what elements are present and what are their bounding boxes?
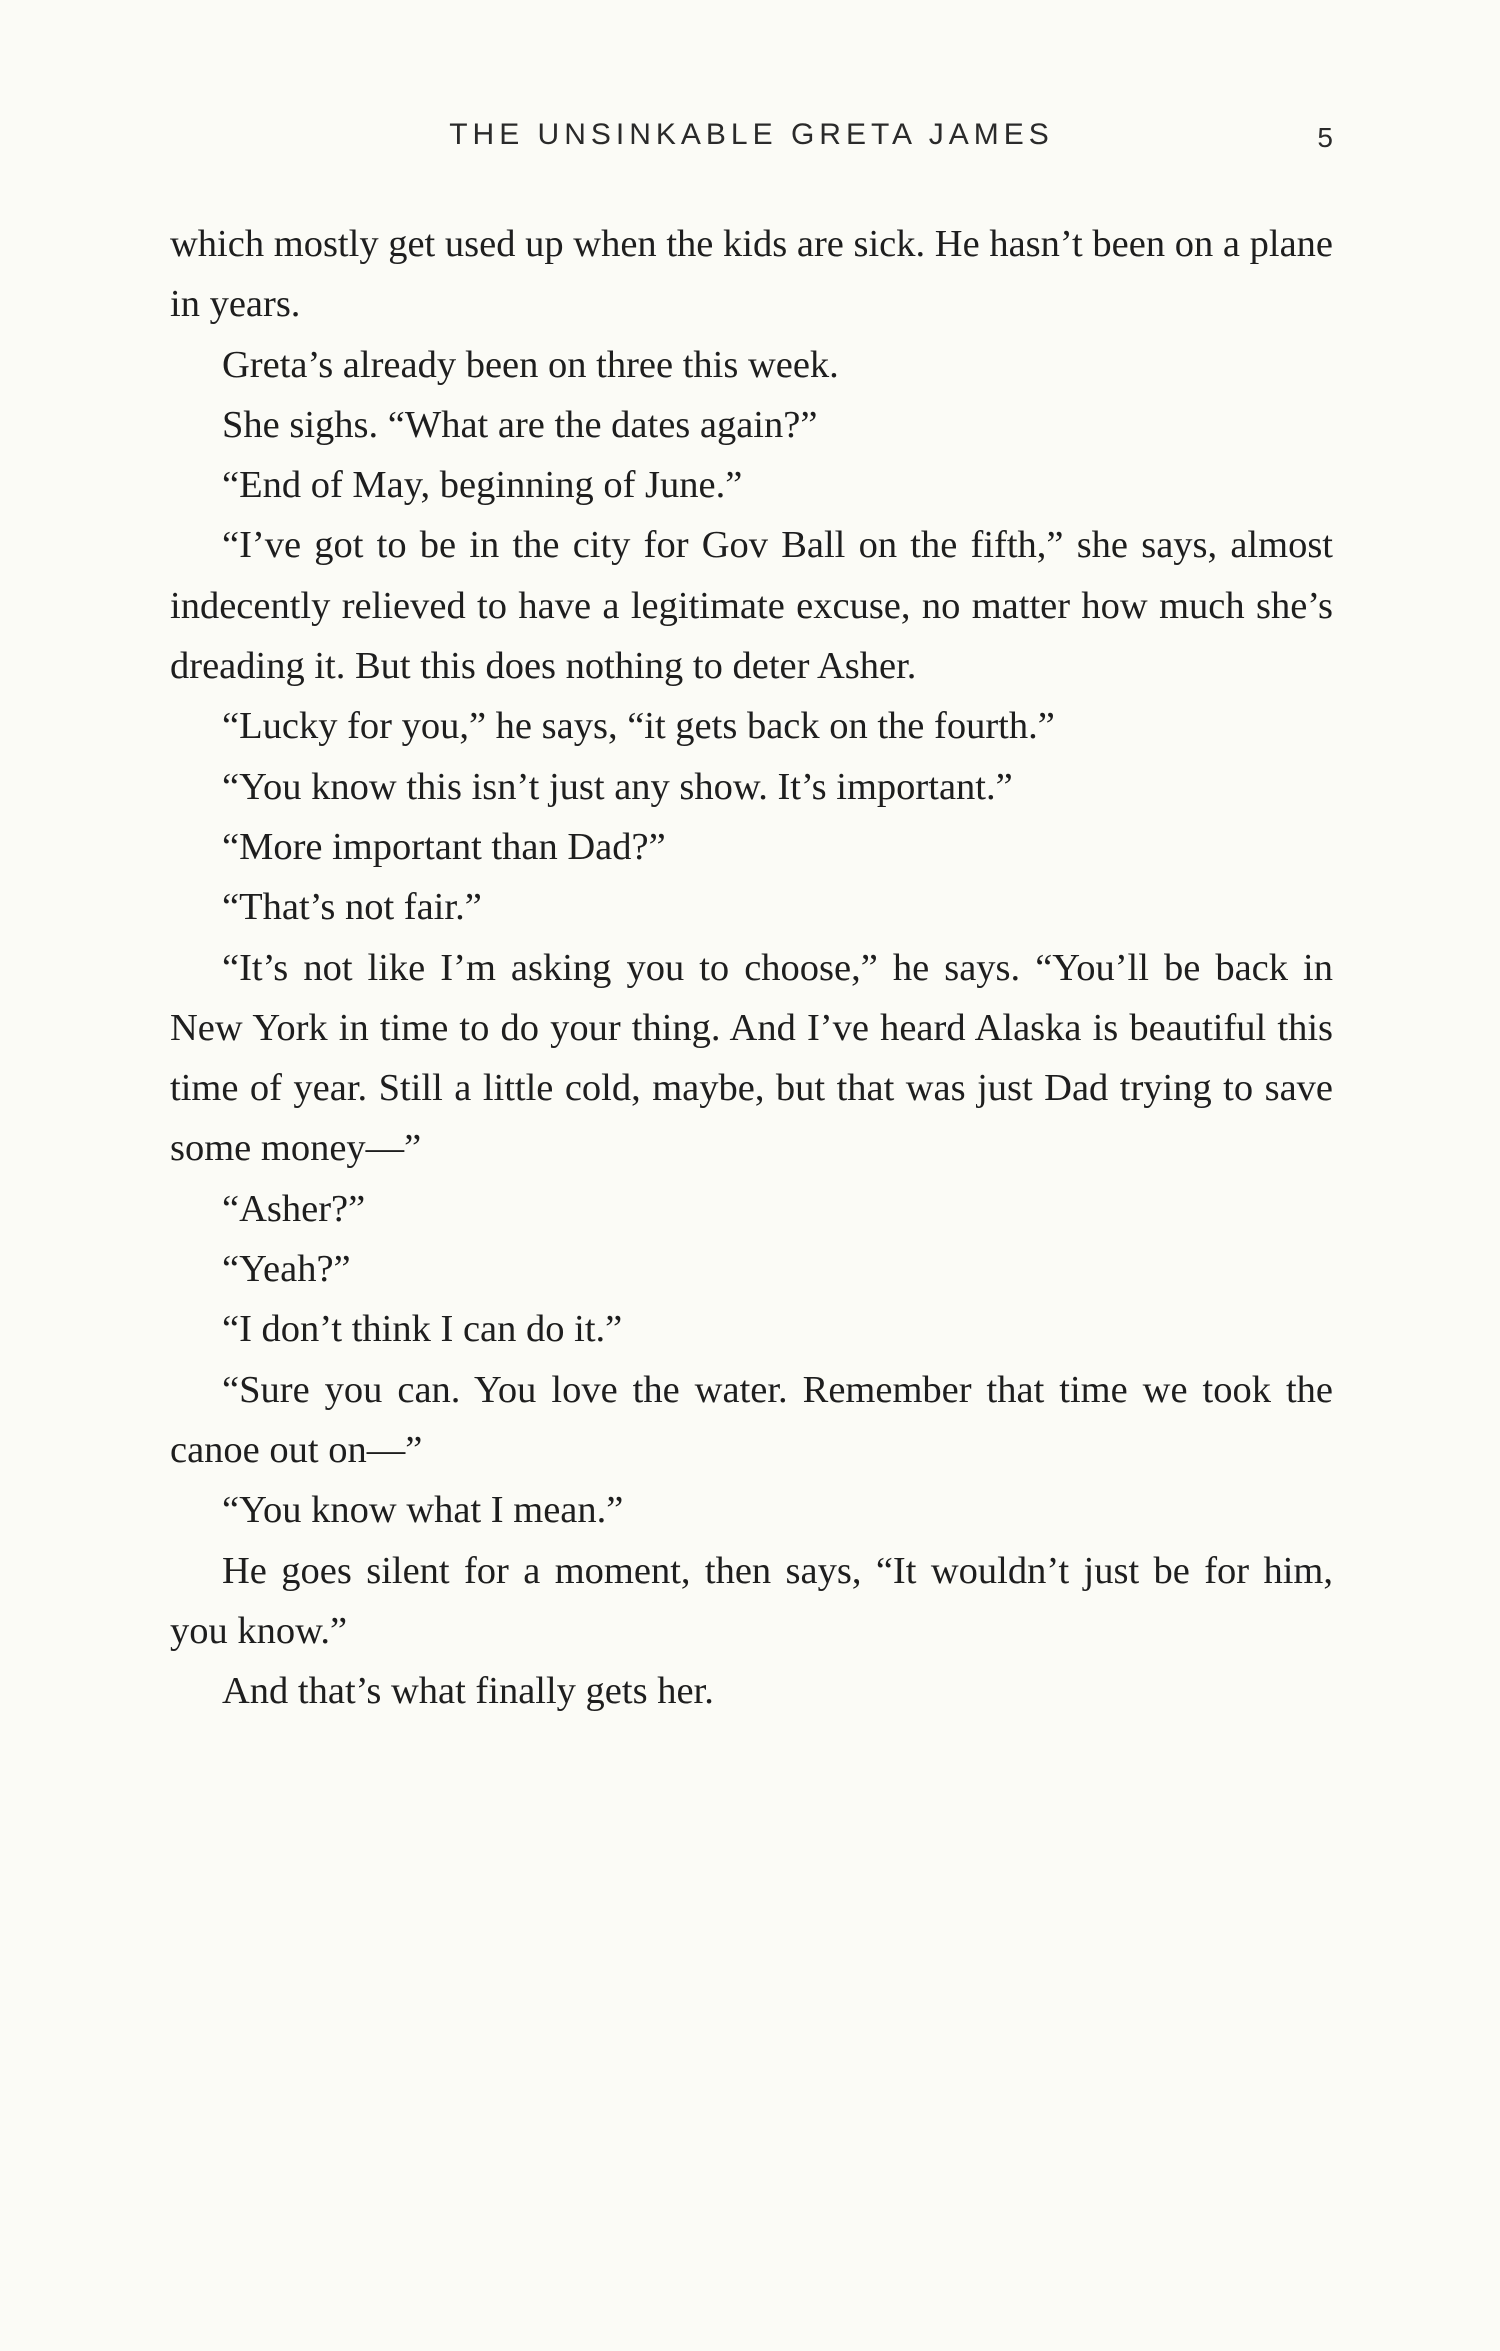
paragraph: “More important than Dad?”	[222, 825, 666, 868]
paragraph: And that’s what finally gets her.	[222, 1670, 714, 1713]
book-title: THE UNSINKABLE GRETA JAMES	[449, 118, 1054, 151]
paragraph: “That’s not fair.”	[222, 886, 482, 929]
paragraph: “You know what I mean.”	[222, 1489, 624, 1532]
paragraph: “End of May, beginning of June.”	[222, 464, 743, 507]
running-head	[170, 118, 1333, 162]
paragraph: which mostly get used up when the kids are sick. He hasn’t been on a plane in years.	[170, 223, 1333, 326]
paragraph: “Yeah?”	[222, 1248, 351, 1291]
paragraph: “You know this isn’t just any show. It’s important.”	[222, 765, 1013, 808]
paragraph: “I’ve got to be in the city for Gov Ball on the fifth,” she says, almost indecently relieved to have a legitimate excuse, no matter how much she’s dreading it. But this does nothing to deter Asher.	[170, 524, 1333, 688]
paragraph: Greta’s already been on three this week.	[222, 343, 839, 386]
paragraph: “Sure you can. You love the water. Remember that time we took the canoe out on—”	[170, 1368, 1333, 1471]
body-text	[170, 214, 1333, 1721]
paragraph: “I don’t think I can do it.”	[222, 1308, 623, 1351]
paragraph: “Asher?”	[222, 1187, 366, 1230]
page-number: 5	[1317, 122, 1333, 153]
paragraph: “It’s not like I’m asking you to choose,” he says. “You’ll be back in New York in time to do your thing. And I’ve heard Alaska is beautiful this time of year. Still a little cold, maybe, but that was just Dad trying to save some money—”	[170, 946, 1333, 1170]
paragraph: “Lucky for you,” he says, “it gets back on the fourth.”	[222, 705, 1055, 748]
paragraph: He goes silent for a moment, then says, “It wouldn’t just be for him, you know.”	[170, 1549, 1333, 1652]
paragraph: She sighs. “What are the dates again?”	[222, 403, 818, 446]
